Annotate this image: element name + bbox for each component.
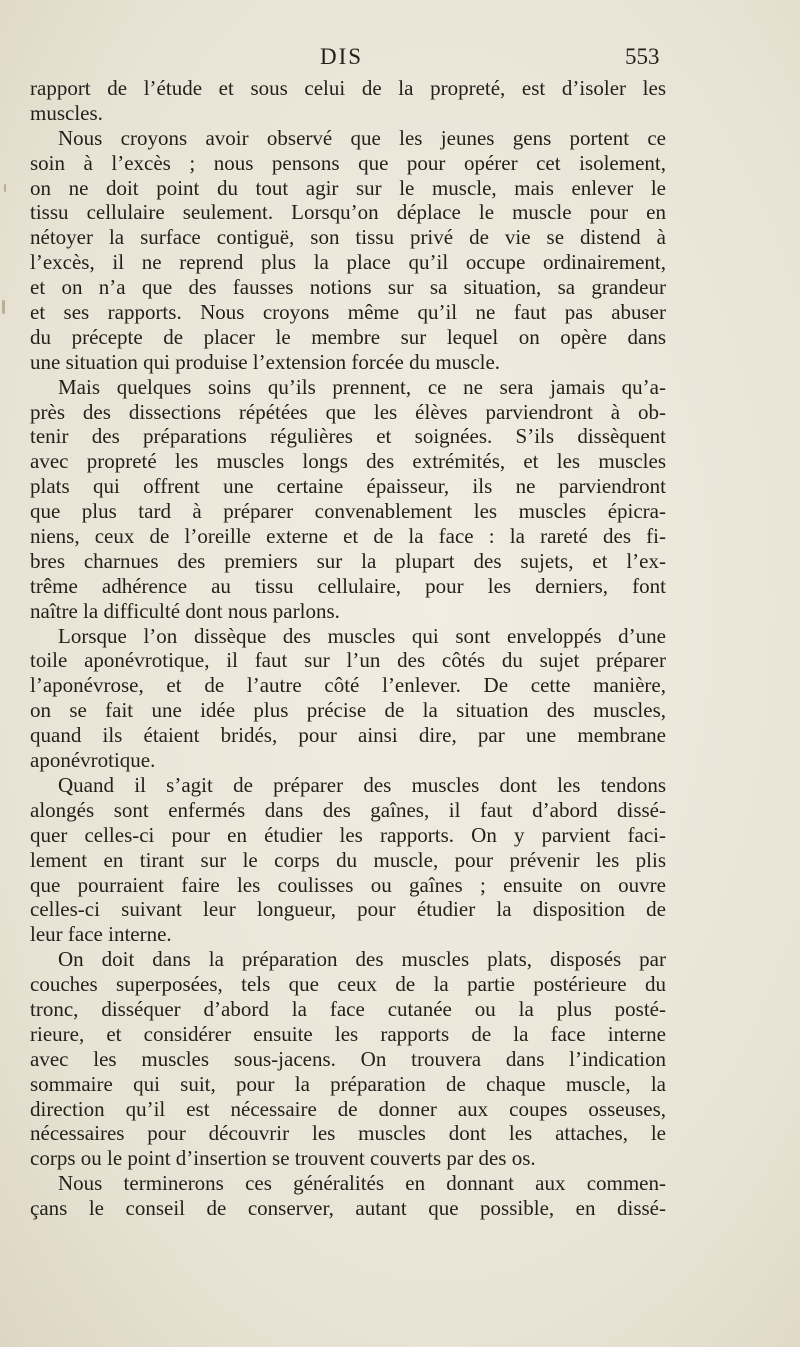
text-line: l’aponévrose, et de l’autre côté l’enlever. De cette manière, [30,673,666,698]
text-line: sommaire qui suit, pour la préparation de chaque muscle, la [30,1071,666,1096]
text-line: du précepte de placer le membre sur lequel on opère dans [30,324,666,349]
page-number: 553 [625,44,660,69]
body-text [30,76,666,1221]
text-line: on ne doit point du tout agir sur le muscle, mais enlever le [30,175,666,200]
text-line: l’excès, il ne reprend plus la place qu’il occupe ordinairement, [30,250,666,275]
text-line: trême adhérence au tissu cellulaire, pour les derniers, font [30,573,666,598]
text-line: plats qui offrent une certaine épaisseur, ils ne parviendront [30,474,666,499]
text-line: et on n’a que des fausses notions sur sa situation, sa grandeur [30,275,666,300]
running-head: DIS [320,44,364,69]
text-line: avec propreté les muscles longs des extrémités, et les muscles [30,449,666,474]
text-line: nécessaires pour découvrir les muscles dont les attaches, le [30,1121,666,1146]
text-line: Nous terminerons ces généralités en donnant aux commen- [58,1171,666,1196]
margin-mark [2,300,5,314]
text-line: corps ou le point d’insertion se trouvent couverts par des os. [30,1146,536,1171]
text-line: soin à l’excès ; nous pensons que pour opérer cet isolement, [30,150,666,175]
text-line: et ses rapports. Nous croyons même qu’il ne faut pas abuser [30,300,666,325]
text-line: que pourraient faire les coulisses ou gaînes ; ensuite on ouvre [30,872,666,897]
text-line: avec les muscles sous-jacens. On trouvera dans l’indication [30,1046,666,1071]
text-line: Mais quelques soins qu’ils prennent, ce ne sera jamais qu’a- [58,374,666,399]
text-line: alongés sont enfermés dans des gaînes, il faut d’abord dissé- [30,797,666,822]
text-line: toile aponévrotique, il faut sur l’un des côtés du sujet préparer [30,648,666,673]
text-line: lement en tirant sur le corps du muscle, pour prévenir les plis [30,847,666,872]
text-line: nétoyer la surface contiguë, son tissu privé de vie se distend à [30,225,666,250]
text-line: rieure, et considérer ensuite les rapports de la face interne [30,1021,666,1046]
text-line: couches superposées, tels que ceux de la partie postérieure du [30,972,666,997]
text-line: tenir des préparations régulières et soignées. S’ils dissèquent [30,424,666,449]
text-line: tissu cellulaire seulement. Lorsqu’on déplace le muscle pour en [30,200,666,225]
text-line: tronc, disséquer d’abord la face cutanée ou la plus posté- [30,996,666,1021]
text-line: que plus tard à préparer convenablement les muscles épicra- [30,499,666,524]
text-line: près des dissections répétées que les élèves parviendront à ob- [30,399,666,424]
text-line: naître la difficulté dont nous parlons. [30,598,340,623]
text-line: quand ils étaient bridés, pour ainsi dire, par une membrane [30,723,666,748]
text-line: rapport de l’étude et sous celui de la propreté, est d’isoler les [30,76,666,100]
text-line: une situation qui produise l’extension forcée du muscle. [30,349,501,374]
text-line: çans le conseil de conserver, autant que possible, en dissé- [30,1196,666,1221]
text-line: Lorsque l’on dissèque des muscles qui sont enveloppés d’une [58,623,666,648]
text-line: Quand il s’agit de préparer des muscles dont les tendons [58,772,666,797]
text-line: On doit dans la préparation des muscles plats, disposés par [58,947,666,972]
page-header [30,44,670,78]
text-line: on se fait une idée plus précise de la situation des muscles, [30,698,666,723]
text-line: niens, ceux de l’oreille externe et de la face : la rareté des fi- [30,524,666,549]
text-line: aponévrotique. [30,748,156,773]
text-line: quer celles-ci pour en étudier les rapports. On y parvient faci- [30,822,666,847]
text-line: bres charnues des premiers sur la plupart des sujets, et l’ex- [30,548,666,573]
text-line: direction qu’il est nécessaire de donner aux coupes osseuses, [30,1096,666,1121]
text-line: muscles. [30,100,103,125]
text-line: celles-ci suivant leur longueur, pour étudier la disposition de [30,897,666,922]
margin-mark [4,184,6,192]
text-line: Nous croyons avoir observé que les jeunes gens portent ce [58,125,666,150]
text-line: leur face interne. [30,922,172,947]
